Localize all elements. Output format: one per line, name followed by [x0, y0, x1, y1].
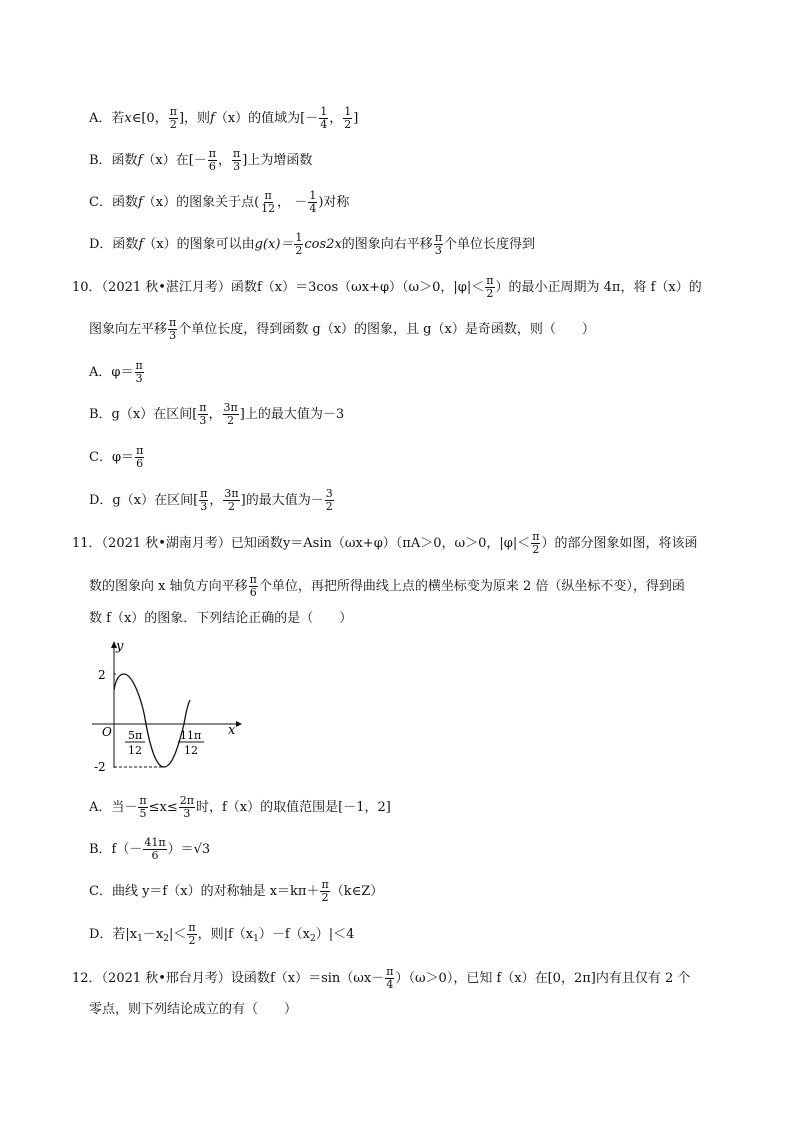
origin-label: O — [102, 725, 112, 739]
q10-option-a: A．φ＝ $\frac{\pi}{3}$ — [89, 359, 143, 385]
q11-option-d: D．若$|x_1-x_2|<$ $\frac{\pi}{2}$ ，则$|f(x_1)-f(x_2)|<4$ — [89, 921, 355, 947]
q9-option-c: C．函数f（x）的图象关于点( $\frac{\pi}{12}$ ， － $\frac{1}{4}$ )对称 — [89, 189, 350, 215]
q9-option-d: D．函数f（x）的图象可以由g(x)＝ $\frac{1}{2}$ cos2x的图象向右平移 $\frac{\pi}{3}$ 个单位长度得到 — [89, 231, 536, 257]
y-max-label: 2 — [98, 668, 106, 682]
q9-option-a: A．若x∈[0， $\frac{\pi}{2}$ ]，则f（x）的值域为[－ $\frac{1}{4}$ ， $\frac{1}{2}$ ] — [89, 105, 359, 131]
q10-stem-line1: 10．（2021 秋•湛江月考）函数f（x）＝3cos（ωx+φ）（ω＞0，|φ|＜ $\frac{\pi}{2}$ ）的最小正周期为 4π，将 f（x）的 — [72, 274, 702, 300]
q10-stem-line2: 图象向左平移 $\frac{\pi}{3}$ 个单位长度，得到函数 g（x）的图象，且 g（x）是奇函数，则（ ） — [89, 316, 595, 342]
q11-option-a: A．当－ $\frac{\pi}{5}$ ≤x≤ $\frac{2\pi}{3}$ 时，f（x）的取值范围是[－1，2] — [89, 794, 391, 820]
x-axis-label: x — [228, 723, 236, 738]
tick-11pi-denominator: 12 — [184, 744, 198, 757]
tick-5pi-denominator: 12 — [128, 744, 142, 757]
tick-11pi-numerator: 11π — [180, 729, 202, 742]
y-axis-label: y — [116, 639, 124, 654]
q11-sine-graph — [88, 638, 248, 778]
q11-stem-line1: 11．（2021 秋•湖南月考）已知函数y＝Asin（ωx+φ）（πA＞0，ω＞0，|φ|＜ $\frac{\pi}{2}$ ）的部分图象如图，将该函 — [72, 530, 698, 556]
q11-stem-line2: 数的图象向 x 轴负方向平移 $\frac{\pi}{6}$ 个单位，再把所得曲线上点的横坐标变为原来 2 倍（纵坐标不变），得到函 — [89, 573, 685, 599]
y-min-label: -2 — [94, 760, 106, 774]
q10-option-b: B．g（x）在区间[ $\frac{\pi}{3}$ ， $\frac{3\pi}{2}$ ]上的最大值为－3 — [89, 401, 345, 427]
sine-curve — [114, 674, 190, 767]
q12-stem-line1: 12．（2021 秋•邢台月考）设函数f（x）＝sin（ωx－ $\frac{\pi}{4}$ ）（ω＞0），已知 f（x）在[0，2π]内有且仅有 2 个 — [72, 965, 691, 991]
tick-5pi-numerator: 5π — [128, 729, 143, 742]
q12-stem-line2: 零点，则下列结论成立的有（ ） — [89, 1002, 298, 1017]
x-axis-arrow — [236, 721, 242, 727]
q11-option-b: B．f（－ $\frac{41\pi}{6}$ ）＝√3 — [89, 836, 211, 862]
q11-option-c: C．曲线 y＝f（x）的对称轴是 x＝kπ＋ $\frac{\pi}{2}$ （k∈Z） — [89, 878, 384, 904]
q10-option-d: D．g（x）在区间[ $\frac{\pi}{3}$ ， $\frac{3\pi}{2}$ ]的最大值为－ $\frac{3}{2}$ — [89, 487, 333, 513]
q9-option-b: B．函数f（x）在[－ $\frac{\pi}{6}$ ， $\frac{\pi}{3}$ ]上为增函数 — [89, 147, 313, 173]
q11-stem-line3: 数 f（x）的图象．下列结论正确的是（ ） — [89, 611, 353, 626]
q10-option-c: C．φ＝ $\frac{\pi}{6}$ — [89, 444, 144, 470]
